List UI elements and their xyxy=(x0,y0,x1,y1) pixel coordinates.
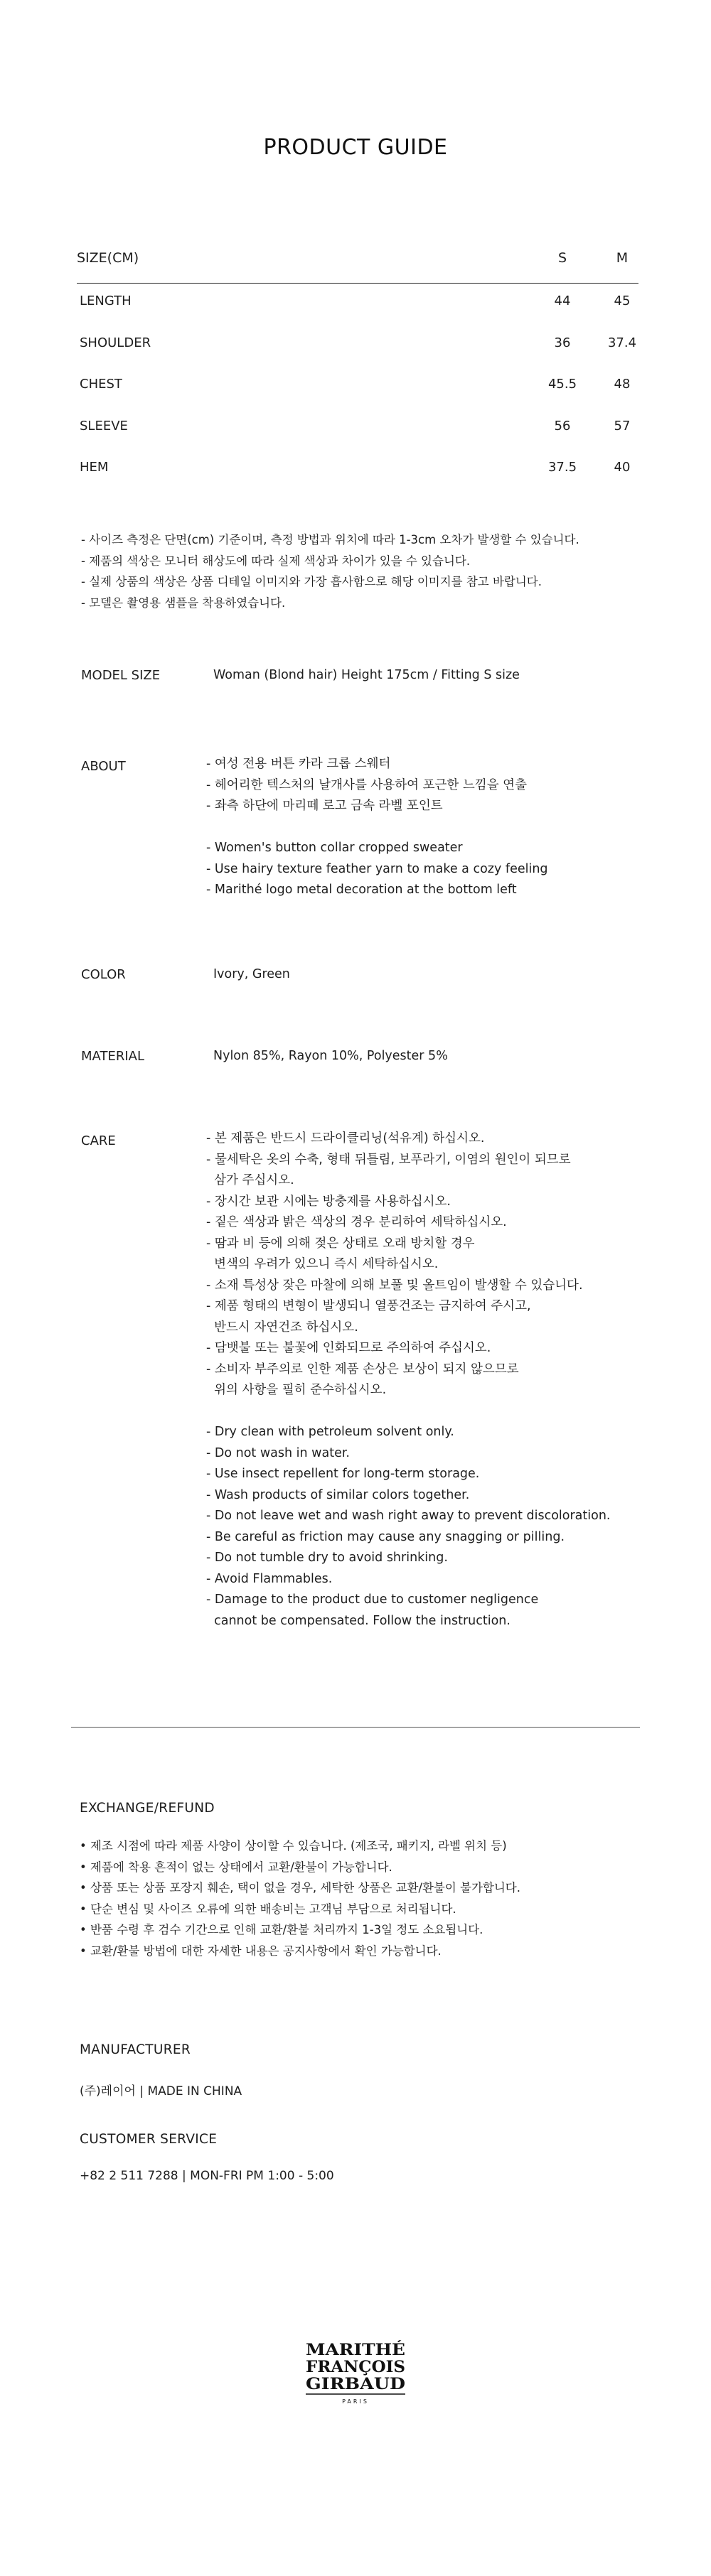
cell-s: 44 xyxy=(554,293,571,308)
care-line: - Do not leave wet and wash right away to prevent discoloration. xyxy=(206,1509,611,1523)
customer-service-value: +82 2 511 7288 | MON-FRI PM 1:00 - 5:00 xyxy=(80,2169,334,2183)
table-row xyxy=(77,335,638,377)
row-label: CHEST xyxy=(80,377,122,392)
logo-line-2: FRANÇOIS xyxy=(306,2358,405,2376)
care-line: - 땀과 비 등에 의해 젖은 상태로 오래 방치할 경우 xyxy=(206,1236,475,1251)
care-line: cannot be compensated. Follow the instruction. xyxy=(206,1613,510,1628)
row-label: SLEEVE xyxy=(80,418,128,433)
row-label: HEM xyxy=(80,460,109,475)
care-line: - 장시간 보관 시에는 방충제를 사용하십시오. xyxy=(206,1194,451,1209)
section-divider xyxy=(71,1727,640,1728)
care-line: 변색의 우려가 있으니 즉시 세탁하십시오. xyxy=(206,1257,439,1271)
about-label: ABOUT xyxy=(81,759,126,774)
cell-m: 37.4 xyxy=(607,335,637,350)
about-line: - Women's button collar cropped sweater xyxy=(206,841,463,855)
logo-line-3: GIRBAUD xyxy=(306,2375,405,2393)
care-line: 위의 사항을 필히 준수하십시오. xyxy=(206,1383,387,1397)
care-line: - Use insect repellent for long-term storage. xyxy=(206,1467,480,1481)
care-line: - 담뱃불 또는 불꽃에 인화되므로 주의하여 주십시오. xyxy=(206,1341,491,1355)
color-label: COLOR xyxy=(81,967,126,982)
model-size-value: Woman (Blond hair) Height 175cm / Fitting S size xyxy=(213,668,520,682)
cell-s: 56 xyxy=(554,418,571,433)
exchange-item: • 제조 시점에 따라 제품 사양이 상이할 수 있습니다. (제조국, 패키지, 라벨 위치 등) xyxy=(80,1839,507,1853)
brand-logo-mark xyxy=(301,2338,410,2409)
care-line: - Wash products of similar colors together. xyxy=(206,1487,470,1502)
model-size-label: MODEL SIZE xyxy=(81,668,161,683)
cell-m: 45 xyxy=(614,293,631,308)
manufacturer-title: MANUFACTURER xyxy=(80,2042,191,2057)
about-line: - 좌측 하단에 마리떼 로고 금속 라벨 포인트 xyxy=(206,799,443,813)
table-row xyxy=(77,293,638,335)
cell-m: 57 xyxy=(614,418,631,433)
care-line: - Dry clean with petroleum solvent only. xyxy=(206,1425,454,1439)
size-table-header xyxy=(77,250,638,284)
about-line: - Use hairy texture feather yarn to make a cozy feeling xyxy=(206,861,548,876)
size-table xyxy=(77,250,638,502)
table-row xyxy=(77,460,638,502)
cell-s: 45.5 xyxy=(547,377,577,392)
about-line: - Marithé logo metal decoration at the bottom left xyxy=(206,883,517,897)
care-line: - 소재 특성상 잦은 마찰에 의해 보풀 및 올트임이 발생할 수 있습니다. xyxy=(206,1278,583,1293)
logo-sub: PARIS xyxy=(342,2398,369,2405)
about-line: - 여성 전용 버튼 카라 크롭 스웨터 xyxy=(206,757,391,771)
care-line: - 본 제품은 반드시 드라이클리닝(석유계) 하십시오. xyxy=(206,1131,485,1146)
material-value: Nylon 85%, Rayon 10%, Polyester 5% xyxy=(213,1049,448,1063)
about-list xyxy=(206,754,548,901)
row-label: SHOULDER xyxy=(80,335,151,350)
exchange-title: EXCHANGE/REFUND xyxy=(80,1801,215,1816)
cell-s: 37.5 xyxy=(547,460,577,475)
row-label: LENGTH xyxy=(80,293,132,308)
page-title: PRODUCT GUIDE xyxy=(263,135,448,160)
care-line: - Do not tumble dry to avoid shrinking. xyxy=(206,1551,448,1565)
cell-s: 36 xyxy=(554,335,571,350)
care-line: - Do not wash in water. xyxy=(206,1445,350,1460)
exchange-item: • 교환/환불 방법에 대한 자세한 내용은 공지사항에서 확인 가능합니다. xyxy=(80,1944,442,1958)
size-notes xyxy=(81,529,579,613)
care-label: CARE xyxy=(81,1133,116,1148)
size-header-s: S xyxy=(557,250,567,266)
care-line: 반드시 자연건조 하십시오. xyxy=(206,1320,358,1335)
logo-line-1: MARITHÉ xyxy=(306,2341,394,2359)
brand-logo xyxy=(301,2338,410,2409)
manufacturer-value: (주)레이어 | MADE IN CHINA xyxy=(80,2084,242,2098)
table-row xyxy=(77,377,638,419)
cell-m: 48 xyxy=(614,377,631,392)
care-line: - 소비자 부주의로 인한 제품 손상은 보상이 되지 않으므로 xyxy=(206,1362,519,1376)
exchange-list xyxy=(80,1836,520,1961)
table-row xyxy=(77,419,638,460)
care-line: - Damage to the product due to customer negligence xyxy=(206,1593,539,1607)
care-line: - Avoid Flammables. xyxy=(206,1571,333,1586)
care-line: - 짙은 색상과 밝은 색상의 경우 분리하여 세탁하십시오. xyxy=(206,1215,507,1229)
note-item: - 모델은 촬영용 샘플을 착용하였습니다. xyxy=(81,596,286,610)
exchange-item: • 상품 또는 상품 포장지 훼손, 택이 없을 경우, 세탁한 상품은 교환/환불이 불가합니다. xyxy=(80,1881,520,1895)
size-header-label: SIZE(CM) xyxy=(77,250,139,266)
material-label: MATERIAL xyxy=(81,1049,144,1064)
note-item: - 제품의 색상은 모니터 해상도에 따라 실제 색상과 차이가 있을 수 있습니다. xyxy=(81,554,471,568)
color-value: Ivory, Green xyxy=(213,967,290,981)
customer-service-title: CUSTOMER SERVICE xyxy=(80,2132,218,2147)
exchange-item: • 단순 변심 및 사이즈 오류에 의한 배송비는 고객님 부담으로 처리됩니다. xyxy=(80,1902,456,1916)
care-line: - 물세탁은 옷의 수축, 형태 뒤틀림, 보푸라기, 이염의 원인이 되므로 xyxy=(206,1152,571,1167)
exchange-item: • 반품 수령 후 검수 기간으로 인해 교환/환불 처리까지 1-3일 정도 소요됩니다. xyxy=(80,1923,483,1936)
note-item: - 사이즈 측정은 단면(cm) 기준이며, 측정 방법과 위치에 따라 1-3cm 오차가 발생할 수 있습니다. xyxy=(81,533,579,546)
size-header-m: M xyxy=(616,250,629,266)
exchange-item: • 제품에 착용 흔적이 없는 상태에서 교환/환불이 가능합니다. xyxy=(80,1860,392,1874)
cell-m: 40 xyxy=(614,460,631,475)
care-line: - 제품 형태의 변형이 발생되니 열풍건조는 금지하여 주시고, xyxy=(206,1299,531,1313)
note-item: - 실제 상품의 색상은 상품 디테일 이미지와 가장 흡사함으로 해당 이미지를 참고 바랍니다. xyxy=(81,575,542,588)
care-line: - Be careful as friction may cause any snagging or pilling. xyxy=(206,1529,565,1544)
about-line: - 헤어리한 텍스처의 날개사를 사용하여 포근한 느낌을 연출 xyxy=(206,777,527,792)
care-line: 삼가 주십시오. xyxy=(206,1173,294,1187)
care-list xyxy=(206,1128,611,1632)
